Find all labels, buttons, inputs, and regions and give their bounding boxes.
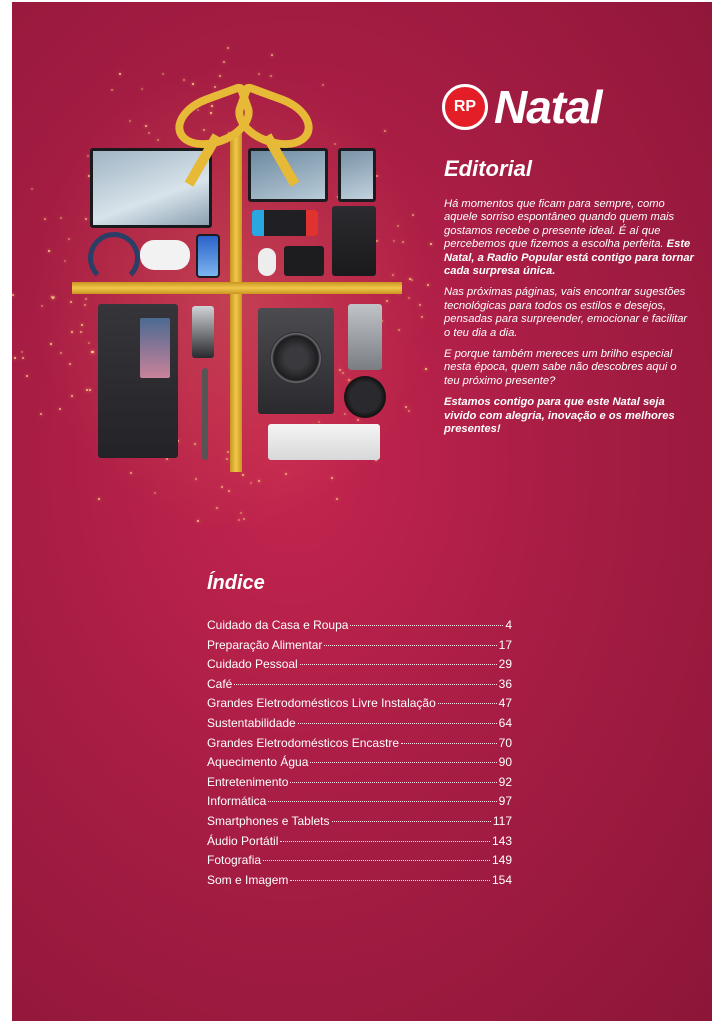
- editorial-paragraph-3: E porque também mereces um brilho especial nesta época, quem sabe não descobres aqui o teu próximo presente?: [444, 348, 677, 387]
- toc-leader-dots: [324, 645, 496, 646]
- toc-row[interactable]: [207, 873, 512, 893]
- sparkle-dot: [31, 188, 33, 190]
- ribbon-vertical: [230, 132, 242, 472]
- logo-wordmark: Natal: [494, 81, 602, 133]
- toc-leader-dots: [332, 821, 491, 822]
- washer-door-image: [270, 332, 322, 384]
- air-conditioner-image: [268, 424, 380, 460]
- toc-label: Café: [207, 676, 233, 691]
- gamepad-image: [140, 240, 190, 270]
- rp-natal-logo: [442, 80, 601, 134]
- toc-leader-dots: [350, 625, 503, 626]
- toc-row[interactable]: [207, 834, 512, 854]
- catalog-page: [12, 2, 712, 1021]
- toc-page-number: 92: [498, 774, 512, 789]
- table-of-contents: [207, 618, 512, 892]
- toc-label: Smartphones e Tablets: [207, 813, 330, 828]
- sparkle-dot: [240, 512, 242, 514]
- sparkle-dot: [223, 61, 225, 63]
- toc-row[interactable]: [207, 853, 512, 873]
- toc-page-number: 36: [498, 676, 512, 691]
- editorial-paragraph-4: [444, 396, 694, 436]
- toc-page-number: 90: [498, 755, 512, 770]
- sparkle-dot: [21, 351, 23, 353]
- index-heading: Índice: [207, 572, 265, 594]
- smartphone-image: [196, 234, 220, 278]
- tv-image: [90, 148, 212, 228]
- sparkle-dot: [48, 250, 50, 252]
- toc-row[interactable]: [207, 755, 512, 775]
- toc-row[interactable]: [207, 736, 512, 756]
- toc-leader-dots: [401, 743, 497, 744]
- fridge-screen-image: [140, 318, 170, 378]
- editorial-paragraph-1: [444, 198, 694, 278]
- small-tablet-image: [338, 148, 376, 202]
- toc-page-number: 17: [498, 637, 512, 652]
- toc-label: Sustentabilidade: [207, 715, 296, 730]
- toc-page-number: 4: [505, 618, 512, 632]
- toc-row[interactable]: [207, 814, 512, 834]
- toc-page-number: 64: [498, 715, 512, 730]
- toc-row[interactable]: [207, 775, 512, 795]
- toc-leader-dots: [310, 762, 496, 763]
- toc-leader-dots: [263, 860, 490, 861]
- toc-label: Aquecimento Água: [207, 755, 309, 770]
- toc-leader-dots: [290, 782, 496, 783]
- sparkle-dot: [51, 296, 53, 298]
- toc-label: Preparação Alimentar: [207, 637, 323, 652]
- toc-label: Grandes Eletrodomésticos Encastre: [207, 735, 400, 750]
- mouse-image: [258, 248, 276, 276]
- sparkle-dot: [154, 492, 156, 494]
- editorial-closing: Estamos contigo para que este Natal seja vivido com alegria, inovação e os melhores presentes!: [444, 396, 675, 436]
- toc-page-number: 70: [498, 735, 512, 750]
- robot-vacuum-image: [344, 376, 386, 418]
- sparkle-dot: [216, 507, 218, 509]
- sparkle-dot: [26, 375, 28, 377]
- sparkle-dot: [402, 241, 404, 243]
- editorial-highlight: Este Natal, a Radio Popular está contigo para tornar cada surpresa única.: [444, 238, 694, 278]
- coffee-machine-image: [348, 304, 382, 370]
- toc-row[interactable]: [207, 696, 512, 716]
- sparkle-dot: [22, 357, 24, 359]
- camera-image: [284, 246, 324, 276]
- toc-row[interactable]: [207, 794, 512, 814]
- sparkle-dot: [197, 520, 199, 522]
- toc-page-number: 47: [498, 696, 512, 711]
- toc-label: Entretenimento: [207, 774, 289, 789]
- toc-label: Informática: [207, 794, 267, 809]
- toc-label: Áudio Portátil: [207, 833, 279, 848]
- toc-row[interactable]: [207, 716, 512, 736]
- blender-image: [192, 306, 214, 358]
- toc-leader-dots: [234, 684, 496, 685]
- editorial-heading: Editorial: [444, 156, 533, 181]
- sparkle-dot: [227, 47, 229, 49]
- toc-row[interactable]: [207, 638, 512, 658]
- toc-label: Fotografia: [207, 853, 262, 868]
- editorial-paragraph-2: Nas próximas páginas, vais encontrar sugestões tecnológicas para todos os estilos e desejos, pensadas para surpreender, emocionar e facilitar o teu dia a dia.: [444, 286, 688, 339]
- toc-page-number: 97: [498, 794, 512, 809]
- toc-page-number: 154: [491, 872, 512, 887]
- editorial-body: [444, 198, 694, 445]
- sparkle-dot: [411, 279, 413, 281]
- sparkle-dot: [12, 294, 14, 296]
- sparkle-dot: [271, 54, 273, 56]
- sparkle-dot: [192, 83, 194, 85]
- toc-leader-dots: [280, 841, 490, 842]
- toc-leader-dots: [268, 801, 496, 802]
- toc-page-number: 143: [491, 833, 512, 848]
- toc-label: Som e Imagem: [207, 872, 289, 887]
- oven-image: [332, 206, 376, 276]
- gift-product-collage: [62, 102, 402, 482]
- toc-page-number: 149: [491, 853, 512, 868]
- toc-row[interactable]: [207, 657, 512, 677]
- toc-leader-dots: [290, 880, 490, 881]
- sparkle-dot: [162, 73, 164, 75]
- rp-badge-icon: RP: [442, 84, 488, 130]
- toc-row[interactable]: [207, 677, 512, 697]
- ribbon-horizontal: [72, 282, 402, 294]
- toc-leader-dots: [300, 664, 497, 665]
- toc-leader-dots: [438, 703, 497, 704]
- toc-label: Cuidado da Casa e Roupa: [207, 618, 349, 632]
- sparkle-dot: [14, 357, 16, 359]
- toc-page-number: 117: [492, 813, 512, 828]
- toc-page-number: 29: [498, 657, 512, 672]
- sparkle-dot: [250, 482, 252, 484]
- editorial-text: Há momentos que ficam para sempre, como aquele sorriso espontâneo quando quem mais gostamos recebe o presente ideal. É aí que percebemos que fizemos a escolha perfeita.: [444, 198, 675, 251]
- toc-label: Cuidado Pessoal: [207, 657, 298, 672]
- sparkle-dot: [219, 75, 221, 77]
- stick-vacuum-image: [202, 368, 208, 460]
- sparkle-dot: [408, 297, 410, 299]
- headphones-image: [88, 232, 140, 284]
- game-console-image: [252, 210, 318, 236]
- toc-row[interactable]: [207, 618, 512, 638]
- toc-label: Grandes Eletrodomésticos Livre Instalação: [207, 696, 436, 711]
- toc-leader-dots: [298, 723, 497, 724]
